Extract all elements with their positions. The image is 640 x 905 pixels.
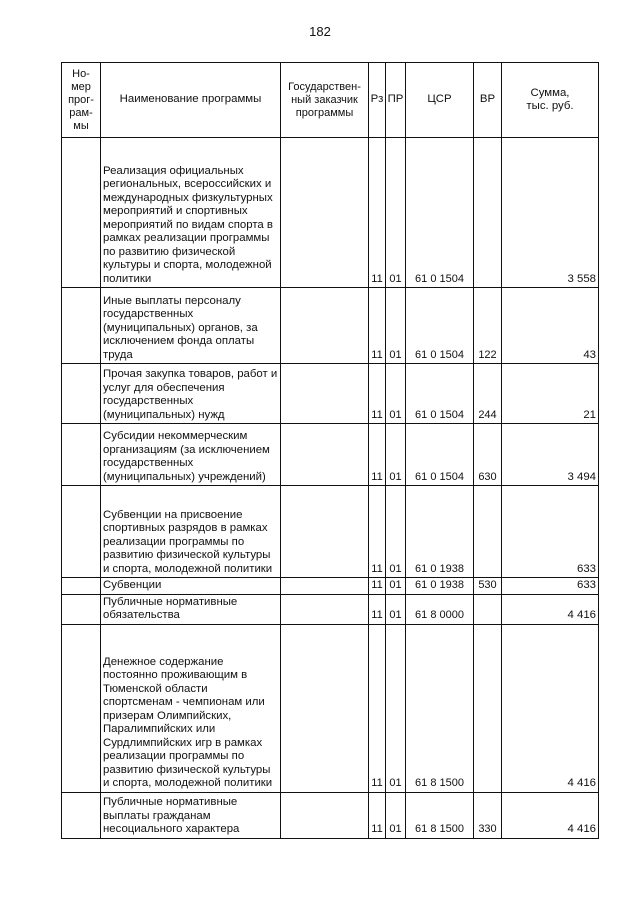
- cell-state-customer: [281, 364, 369, 424]
- cell-vr: 330: [474, 792, 502, 838]
- cell-pr: 01: [386, 624, 406, 792]
- cell-state-customer: [281, 138, 369, 288]
- cell-csr: 61 0 1504: [406, 364, 474, 424]
- cell-program-number: [62, 486, 101, 578]
- cell-program-name: Публичные нормативные обязательства: [101, 594, 281, 624]
- cell-rz: 11: [369, 578, 386, 595]
- cell-program-name: Субсидии некоммерческим организациям (за исключением государственных (муниципальных) учреждений): [101, 424, 281, 486]
- cell-sum: 633: [502, 486, 599, 578]
- budget-table: [61, 62, 599, 839]
- header-sum: [502, 63, 599, 138]
- cell-rz: 11: [369, 288, 386, 364]
- cell-rz: 11: [369, 424, 386, 486]
- cell-program-name: Субвенции на присвоение спортивных разрядов в рамках реализации программы по развитию физической культуры и спорта, молодежной политики: [101, 486, 281, 578]
- header-rz: Рз: [369, 63, 386, 138]
- header-program-number: [62, 63, 101, 138]
- cell-program-name: Прочая закупка товаров, работ и услуг для обеспечения государственных (муниципальных) нужд: [101, 364, 281, 424]
- cell-state-customer: [281, 624, 369, 792]
- header-state-customer: [281, 63, 369, 138]
- cell-rz: 11: [369, 624, 386, 792]
- cell-program-number: [62, 424, 101, 486]
- cell-csr: 61 0 1504: [406, 424, 474, 486]
- cell-vr: [474, 486, 502, 578]
- cell-pr: 01: [386, 288, 406, 364]
- cell-vr: 630: [474, 424, 502, 486]
- cell-sum: 4 416: [502, 594, 599, 624]
- page-number: 182: [309, 24, 331, 39]
- header-pr: ПР: [386, 63, 406, 138]
- header-vr: ВР: [474, 63, 502, 138]
- cell-vr: [474, 624, 502, 792]
- cell-sum: 3 494: [502, 424, 599, 486]
- cell-sum: 21: [502, 364, 599, 424]
- table-row: [62, 624, 599, 792]
- cell-program-name: Реализация официальных региональных, всероссийских и международных физкультурных мероприятий и спортивных мероприятий по видам спорта в рамках реализации программы по развитию физической культуры и спорта, молодежной политики: [101, 138, 281, 288]
- table-row: [62, 486, 599, 578]
- cell-program-number: [62, 594, 101, 624]
- cell-state-customer: [281, 792, 369, 838]
- cell-program-number: [62, 138, 101, 288]
- cell-pr: 01: [386, 486, 406, 578]
- cell-program-number: [62, 792, 101, 838]
- cell-csr: 61 0 1938: [406, 578, 474, 595]
- cell-program-number: [62, 578, 101, 595]
- cell-state-customer: [281, 288, 369, 364]
- cell-vr: 122: [474, 288, 502, 364]
- cell-sum: 43: [502, 288, 599, 364]
- cell-csr: 61 0 1938: [406, 486, 474, 578]
- cell-program-name: Иные выплаты персоналу государственных (муниципальных) органов, за исключением фонда оплаты труда: [101, 288, 281, 364]
- cell-vr: [474, 138, 502, 288]
- cell-program-number: [62, 288, 101, 364]
- cell-pr: 01: [386, 138, 406, 288]
- cell-csr: 61 8 1500: [406, 624, 474, 792]
- header-program-name: Наименование программы: [101, 63, 281, 138]
- cell-sum: 3 558: [502, 138, 599, 288]
- cell-rz: 11: [369, 364, 386, 424]
- cell-vr: [474, 594, 502, 624]
- cell-vr: 530: [474, 578, 502, 595]
- cell-rz: 11: [369, 486, 386, 578]
- cell-sum: 4 416: [502, 624, 599, 792]
- cell-csr: 61 8 1500: [406, 792, 474, 838]
- cell-sum: 4 416: [502, 792, 599, 838]
- header-state-customer-text: Государствен- ный заказчик программы: [288, 80, 361, 119]
- table-row: [62, 138, 599, 288]
- cell-state-customer: [281, 578, 369, 595]
- header-program-number-text: Но- мер прог- рам- мы: [68, 67, 94, 132]
- cell-state-customer: [281, 594, 369, 624]
- cell-rz: 11: [369, 792, 386, 838]
- cell-rz: 11: [369, 138, 386, 288]
- cell-program-number: [62, 624, 101, 792]
- cell-vr: 244: [474, 364, 502, 424]
- cell-state-customer: [281, 424, 369, 486]
- cell-pr: 01: [386, 364, 406, 424]
- table-row: [62, 578, 599, 595]
- header-row: [62, 63, 599, 138]
- header-sum-text: Сумма, тыс. руб.: [526, 86, 574, 112]
- cell-program-name: Публичные нормативные выплаты гражданам несоциального характера: [101, 792, 281, 838]
- table-row: [62, 424, 599, 486]
- cell-pr: 01: [386, 424, 406, 486]
- cell-sum: 633: [502, 578, 599, 595]
- header-csr: ЦСР: [406, 63, 474, 138]
- table-row: [62, 792, 599, 838]
- cell-program-number: [62, 364, 101, 424]
- cell-program-name: Денежное содержание постоянно проживающим в Тюменской области спортсменам - чемпионам или призерам Олимпийских, Паралимпийских или Сурдлимпийских игр в рамках реализации программы по развитию физической культуры и спорта, молодежной политики: [101, 624, 281, 792]
- table-row: [62, 594, 599, 624]
- cell-program-name: Субвенции: [101, 578, 281, 595]
- cell-csr: 61 8 0000: [406, 594, 474, 624]
- cell-csr: 61 0 1504: [406, 138, 474, 288]
- cell-pr: 01: [386, 578, 406, 595]
- table-row: [62, 364, 599, 424]
- table-row: [62, 288, 599, 364]
- cell-pr: 01: [386, 792, 406, 838]
- cell-rz: 11: [369, 594, 386, 624]
- cell-pr: 01: [386, 594, 406, 624]
- cell-csr: 61 0 1504: [406, 288, 474, 364]
- cell-state-customer: [281, 486, 369, 578]
